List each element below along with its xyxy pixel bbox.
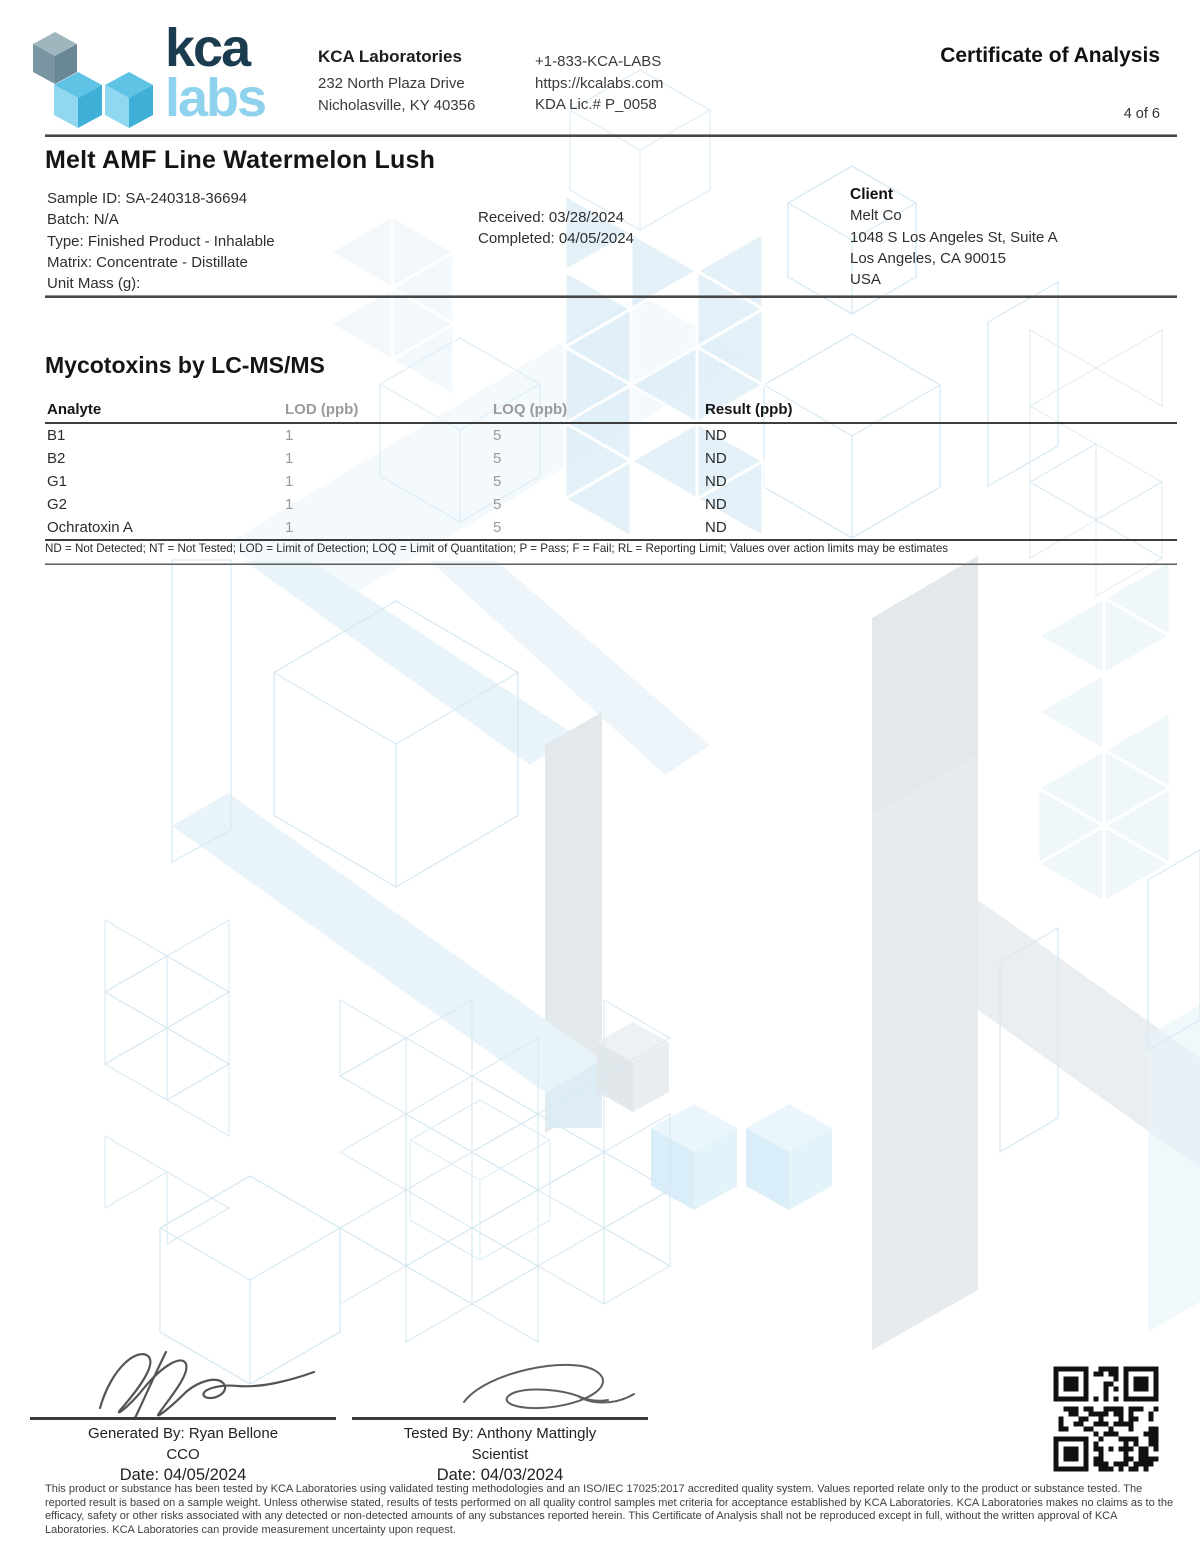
client-name: Melt Co [850, 207, 902, 225]
generated-title: CCO [166, 1445, 200, 1463]
disclaimer-text: This product or substance has been tested by KCA Laboratories using validated testing methodologies and an ISO/IEC 17025:2017 accredited quality system. Values reported relate only to the product or substance tested. The reported result is based on a sample weight. Unless otherwise stated, results of tests performed on all quality control samples met criteria for acceptance established by KCA Laboratories. KCA Laboratories makes no claims as to the efficacy, safety or other risks associated with any detected or non-detected amounts of any substances reported herein. This Certificate of Analysis shall not be reproduced except in full, without the written approval of KCA Laboratories. KCA Laboratories can provide measurement uncertainty upon request. [45, 1483, 1174, 1536]
wordmark-kca: kca [165, 18, 250, 78]
table-body [45, 424, 1177, 541]
lab-license: KDA Lic.# P_0058 [535, 96, 657, 113]
signature-line-generated [30, 1417, 336, 1420]
analyte-cell: G2 [47, 496, 68, 513]
table-header-row [45, 397, 1177, 424]
table-row [45, 424, 1177, 447]
table-row [45, 493, 1177, 516]
tested-by: Tested By: Anthony Mattingly [403, 1425, 597, 1442]
document-title: Certificate of Analysis [940, 44, 1160, 67]
wordmark-labs: labs [165, 67, 266, 128]
table-row [45, 470, 1177, 493]
qr-code [1052, 1365, 1160, 1473]
result-cell: ND [705, 450, 727, 467]
sample-unit-mass: Unit Mass (g): [47, 275, 141, 293]
client-address-1: 1048 S Los Angeles St, Suite A [850, 228, 1058, 246]
analyte-cell: B1 [47, 427, 66, 444]
loq-cell: 5 [493, 496, 502, 513]
tested-title: Scientist [471, 1445, 529, 1463]
sample-details-block [47, 188, 275, 294]
client-block [850, 184, 1058, 290]
loq-cell: 5 [493, 473, 502, 490]
tested-by-block [352, 1424, 648, 1486]
client-address-2: Los Angeles, CA 90015 [850, 249, 1006, 267]
header-divider [45, 134, 1177, 137]
signature-line-tested [352, 1417, 648, 1420]
generated-date: Date: 04/05/2024 [119, 1466, 247, 1484]
column-header-analyte: Analyte [47, 401, 102, 418]
sample-matrix: Matrix: Concentrate - Distillate [47, 253, 248, 271]
lab-address-1: 232 North Plaza Drive [318, 75, 465, 92]
page-indicator: 4 of 6 [1123, 106, 1160, 122]
client-heading: Client [850, 186, 894, 203]
loq-cell: 5 [493, 450, 502, 467]
column-header-lod: LOD (ppb) [285, 401, 359, 418]
result-cell: ND [705, 427, 727, 444]
table-row [45, 447, 1177, 470]
section-divider [45, 295, 1177, 298]
results-table [45, 397, 1177, 541]
table-footnote: ND = Not Detected; NT = Not Tested; LOD = Limit of Detection; LOQ = Limit of Quantitation; P = Pass; F = Fail; RL = Reporting Limit; Values over action limits may be estimates [45, 542, 949, 555]
signature-generated [82, 1342, 332, 1420]
lab-website[interactable]: https://kcalabs.com [535, 74, 664, 92]
column-header-loq: LOQ (ppb) [493, 401, 568, 418]
result-cell: ND [705, 519, 727, 536]
lod-cell: 1 [285, 427, 294, 444]
footnote-divider [45, 563, 1177, 565]
sample-id: Sample ID: SA-240318-36694 [47, 190, 248, 207]
loq-cell: 5 [493, 427, 502, 444]
client-country: USA [850, 271, 881, 289]
lab-name: KCA Laboratories [318, 47, 462, 66]
lod-cell: 1 [285, 473, 294, 490]
loq-cell: 5 [493, 519, 502, 536]
column-header-result: Result (ppb) [705, 401, 793, 418]
received-date: Received: 03/28/2024 [478, 209, 624, 226]
completed-date: Completed: 04/05/2024 [478, 230, 634, 248]
lab-contact-block [535, 51, 663, 116]
kca-labs-wordmark [165, 18, 266, 128]
product-title: Melt AMF Line Watermelon Lush [45, 146, 436, 174]
dates-block [478, 207, 634, 250]
lab-phone: +1-833-KCA-LABS [535, 53, 662, 70]
section-title: Mycotoxins by LC-MS/MS [45, 352, 325, 378]
result-cell: ND [705, 496, 727, 513]
sample-type: Type: Finished Product - Inhalable [47, 232, 275, 250]
lod-cell: 1 [285, 450, 294, 467]
table-row [45, 516, 1177, 539]
lab-address-block [318, 47, 475, 116]
analyte-cell: G1 [47, 473, 68, 490]
kca-cubes-logo [30, 26, 160, 132]
generated-by-block [30, 1424, 336, 1486]
lod-cell: 1 [285, 519, 294, 536]
lod-cell: 1 [285, 496, 294, 513]
signature-tested [428, 1356, 663, 1418]
sample-batch: Batch: N/A [47, 211, 119, 229]
analyte-cell: Ochratoxin A [47, 519, 133, 536]
lab-address-2: Nicholasville, KY 40356 [318, 96, 476, 114]
tested-date: Date: 04/03/2024 [436, 1466, 564, 1484]
generated-by: Generated By: Ryan Bellone [87, 1425, 279, 1442]
analyte-cell: B2 [47, 450, 66, 467]
result-cell: ND [705, 473, 727, 490]
